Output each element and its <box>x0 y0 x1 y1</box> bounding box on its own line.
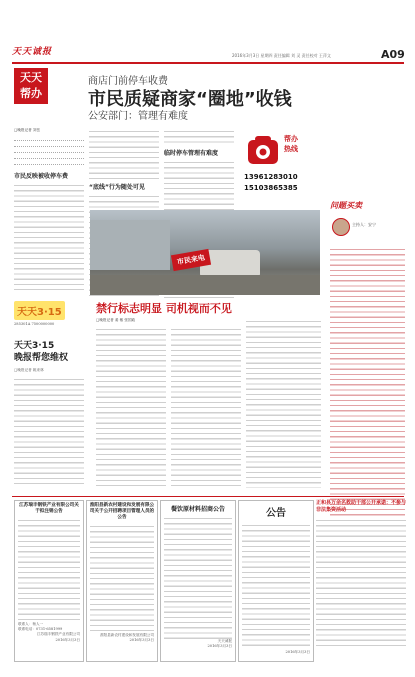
ad-2-text <box>90 523 154 633</box>
ad-2-company: 淮阳县新农村建设和发展有限公司 <box>100 633 154 637</box>
ad-2-title: 淮阳县新农村建设和发展有限公司关于公开招聘项目管理人员的公告 <box>89 503 155 520</box>
lead-subhead-3: 临时停车管理有难度 <box>164 150 219 157</box>
ad-block-1 <box>14 500 84 662</box>
city-badge: 市民来电 <box>171 249 211 271</box>
page-number: A09 <box>381 48 405 61</box>
qa-host-label: 主持人： <box>352 222 368 227</box>
lead-text-block <box>14 135 84 169</box>
avatar <box>332 218 350 236</box>
tender-title: 公告 <box>266 508 286 519</box>
qa-host <box>352 222 376 228</box>
masthead <box>0 0 415 72</box>
qa-title: 问题买卖 <box>330 201 362 210</box>
city-text-2 <box>171 326 241 488</box>
lead-text-block <box>14 182 84 292</box>
consumer-logo <box>14 300 70 328</box>
column-title-line2: 帮办 <box>20 87 42 100</box>
law-title: 正和县万余名救助干部公开承诺：不参与非法集资活动 <box>316 500 407 513</box>
ad-block-2 <box>86 500 158 662</box>
photo-building <box>90 220 170 270</box>
ad-3-company: 天天诚报 <box>217 639 232 643</box>
lead-headline: 市民质疑商家“圈地”收钱 <box>88 89 292 110</box>
lead-text-block <box>89 128 159 180</box>
consumer-logo-text: 天天3·15 <box>14 301 65 320</box>
ad-block-tender <box>238 500 314 662</box>
qa-text <box>330 246 405 526</box>
city-text-3 <box>246 318 321 488</box>
lead-subhead: 公安部门：管理有难度 <box>88 111 188 122</box>
paper-name: 天天诚报 <box>12 47 53 57</box>
city-headline: 禁行标志明显 司机视而不见 <box>96 302 232 315</box>
ad-1-contact: 联系人：杨人一 <box>18 622 44 626</box>
ad-3-date: 2016年3月3日 <box>207 644 232 649</box>
tender-date: 2016年3月3日 <box>285 650 310 654</box>
city-byline: □晚报记者 姜 敏 张国政 <box>96 318 136 322</box>
masthead-rule <box>12 62 404 64</box>
ad-2-date: 2016年3月3日 <box>129 638 154 643</box>
consumer-headline-2: 晚报帮您维权 <box>14 353 69 363</box>
tender-text <box>242 522 310 650</box>
consumer-text <box>14 376 84 486</box>
qa-sidebar <box>330 200 405 530</box>
ad-3-text <box>164 515 232 639</box>
ad-1-company: 江苏瑞丰钢铁产业有限公司 <box>36 632 80 637</box>
ad-divider <box>12 496 404 497</box>
ad-3-title: 餐饮原材料招商公告 <box>170 506 225 513</box>
city-text-1 <box>96 326 166 488</box>
hotline-box <box>240 128 320 203</box>
hotline-label2: 热线 <box>284 145 298 153</box>
consumer-logo-caption: 285301A 7500000000 <box>14 322 55 326</box>
ad-1-text <box>18 517 80 621</box>
ad-1-title: 江苏瑞丰钢铁产业有限公司关于拟注销公告 <box>19 503 79 514</box>
photo-road <box>90 275 320 295</box>
ad-1-phone: 联系电话：0731-6581999 <box>18 627 63 632</box>
lead-kicker: 商店门前停车收费 <box>88 76 168 87</box>
consumer-byline: □晚报记者 姚来林 <box>14 368 44 372</box>
column-title-box <box>14 68 48 104</box>
hotline-label1: 帮办 <box>284 135 298 143</box>
hotline-phone-1: 13961283010 <box>244 173 298 181</box>
column-title-line1: 天天 <box>20 71 42 84</box>
lead-byline: □晚报记者 刘岳 <box>14 128 41 132</box>
lead-col-1 <box>14 128 84 298</box>
ad-block-3 <box>160 500 236 662</box>
ad-1-date: 2016年3月3日 <box>55 637 80 642</box>
law-text <box>316 517 406 649</box>
lead-text-block <box>164 128 234 146</box>
law-notice <box>316 500 406 660</box>
consumer-headline-1: 天天3·15 <box>14 341 55 351</box>
phone-icon <box>246 134 280 168</box>
lead-subhead-2: “底线”行为随处可见 <box>89 184 145 191</box>
hotline-phone-2: 15103865385 <box>244 184 298 192</box>
dateline: 2016年3月3日 星期四 责任编辑 刘 灵 责任校对 王萍文 <box>232 53 331 58</box>
lead-subhead-1: 市民反映被收停车费 <box>14 173 69 181</box>
qa-host-name: 安宁 <box>368 222 376 227</box>
